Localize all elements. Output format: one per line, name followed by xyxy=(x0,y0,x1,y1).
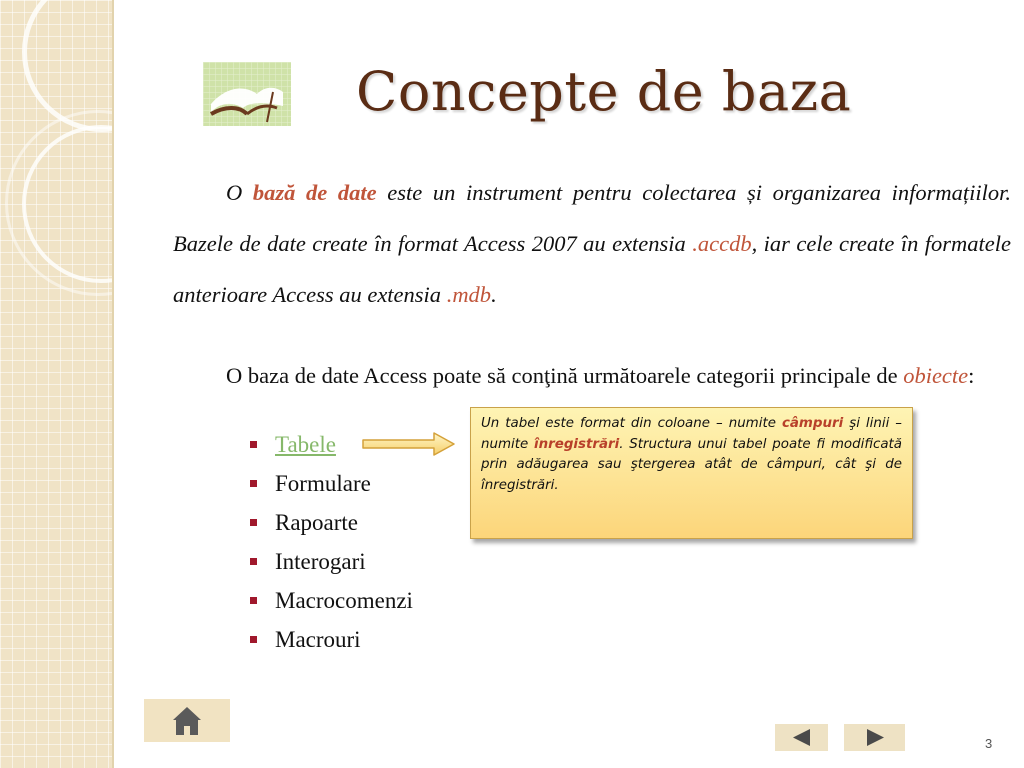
square-bullet-icon xyxy=(250,558,257,565)
extension-accdb: .accdb xyxy=(692,231,752,256)
triangle-left-icon xyxy=(775,724,828,751)
list-item xyxy=(248,467,413,506)
strip-divider xyxy=(112,0,114,768)
list-item-label: Macrocomenzi xyxy=(275,588,413,613)
book-icon xyxy=(203,62,291,126)
highlight-records: înregistrări xyxy=(534,436,620,452)
list-item xyxy=(248,506,413,545)
list-item-label: Formulare xyxy=(275,471,371,496)
text-run: O xyxy=(226,180,253,205)
page-number: 3 xyxy=(985,736,993,751)
highlight-objects: obiecte xyxy=(903,363,969,388)
tabele-link[interactable]: Tabele xyxy=(275,432,336,457)
square-bullet-icon xyxy=(250,519,257,526)
arrow-right-icon xyxy=(362,431,456,457)
square-bullet-icon xyxy=(250,441,257,448)
list-item-label: Macrouri xyxy=(275,627,361,652)
next-slide-button[interactable] xyxy=(844,724,905,751)
slide-title: Concepte de baza xyxy=(356,60,852,123)
text-run: O baza de date Access poate să conţină următoarele categorii principale de xyxy=(226,363,904,388)
square-bullet-icon xyxy=(250,636,257,643)
highlight-term: bază de date xyxy=(252,180,377,205)
objects-list xyxy=(248,428,413,662)
home-button[interactable] xyxy=(144,699,230,742)
home-icon xyxy=(144,699,230,742)
extension-mdb: .mdb xyxy=(446,282,492,307)
objects-intro-paragraph xyxy=(173,362,1011,390)
text-run: . xyxy=(491,282,497,307)
text-run: este un instrument pentru colectarea și organizarea informațiilor. Bazele de date create în format Access 2007 au extensia xyxy=(173,180,1012,256)
previous-slide-button[interactable] xyxy=(775,724,828,751)
text-run: . Structura unui tabel poate fi modificată prin adăugarea sau ştergerea atât de câmpuri, cât şi de înregistrări. xyxy=(481,436,902,493)
text-run: : xyxy=(968,363,975,388)
list-item xyxy=(248,545,413,584)
table-definition-callout xyxy=(470,407,913,539)
triangle-right-icon xyxy=(844,724,905,751)
text-run: Un tabel este format din coloane – numite xyxy=(481,416,782,431)
decorative-ring xyxy=(5,110,112,296)
square-bullet-icon xyxy=(250,480,257,487)
text-run: şi linii – numite xyxy=(481,416,903,452)
square-bullet-icon xyxy=(250,597,257,604)
highlight-fields: câmpuri xyxy=(781,416,844,431)
decorative-side-strip xyxy=(0,0,112,768)
list-item-label: Interogari xyxy=(275,549,366,574)
list-item xyxy=(248,584,413,623)
definition-paragraph xyxy=(173,167,1011,320)
list-item-label: Rapoarte xyxy=(275,510,359,535)
text-run: , iar cele create în formatele anterioare Access au extensia xyxy=(173,231,1011,307)
list-item xyxy=(248,623,413,662)
